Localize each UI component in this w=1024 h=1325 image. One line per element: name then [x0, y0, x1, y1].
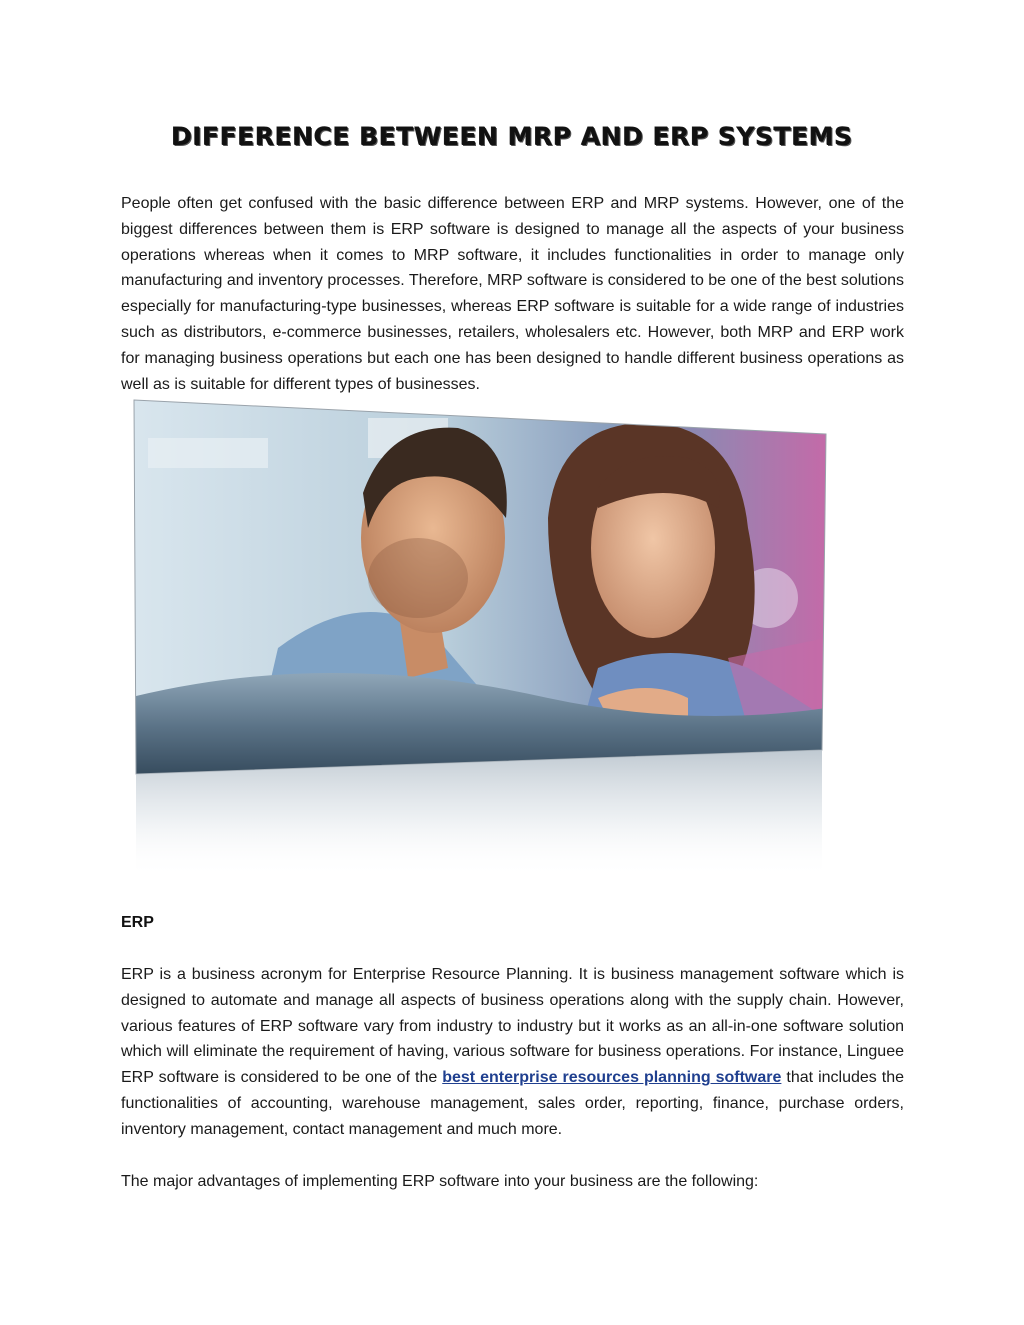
intro-paragraph: People often get confused with the basic difference between ERP and MRP systems. However, one of the biggest differences between them is ERP software is designed to manage all the aspects of your business operations whereas when it comes to MRP software, it includes functionalities in order to manage only manufacturing and inventory processes. Therefore, MRP software is considered to be one of the best solutions especially for manufacturing-type businesses, whereas ERP software is suitable for a wide range of industries such as distributors, e-commerce businesses, retailers, wholesalers etc. However, both MRP and ERP work for managing business operations but each one has been designed to handle different business operations as well as is suitable for different types of businesses. [121, 195, 904, 393]
best-erp-software-link[interactable]: best enterprise resources planning software [442, 1069, 782, 1087]
erp-paragraph [121, 962, 904, 1143]
two-people-looking-at-machine-photo [128, 398, 828, 878]
section-heading-erp: ERP [121, 914, 154, 931]
advantages-intro: The major advantages of implementing ERP software into your business are the following: [121, 1173, 759, 1190]
page-title: DIFFERENCE BETWEEN MRP AND ERP SYSTEMS [171, 122, 853, 151]
erp-paragraph-text-before-link: ERP is a business acronym for Enterprise Resource Planning. It is business management software which is designed to automate and manage all aspects of business operations along with the supply chain. However, various features of ERP software vary from industry to industry but it works as an all-in-one software solution which will eliminate the requirement of having, various software for business operations. For instance, Linguee ERP software is considered to be one of the [121, 966, 904, 1087]
erp-paragraph-text-after-link: that includes the functionalities of accounting, warehouse management, sales order, reporting, finance, purchase orders, inventory management, contact management and much more. [121, 1069, 905, 1138]
